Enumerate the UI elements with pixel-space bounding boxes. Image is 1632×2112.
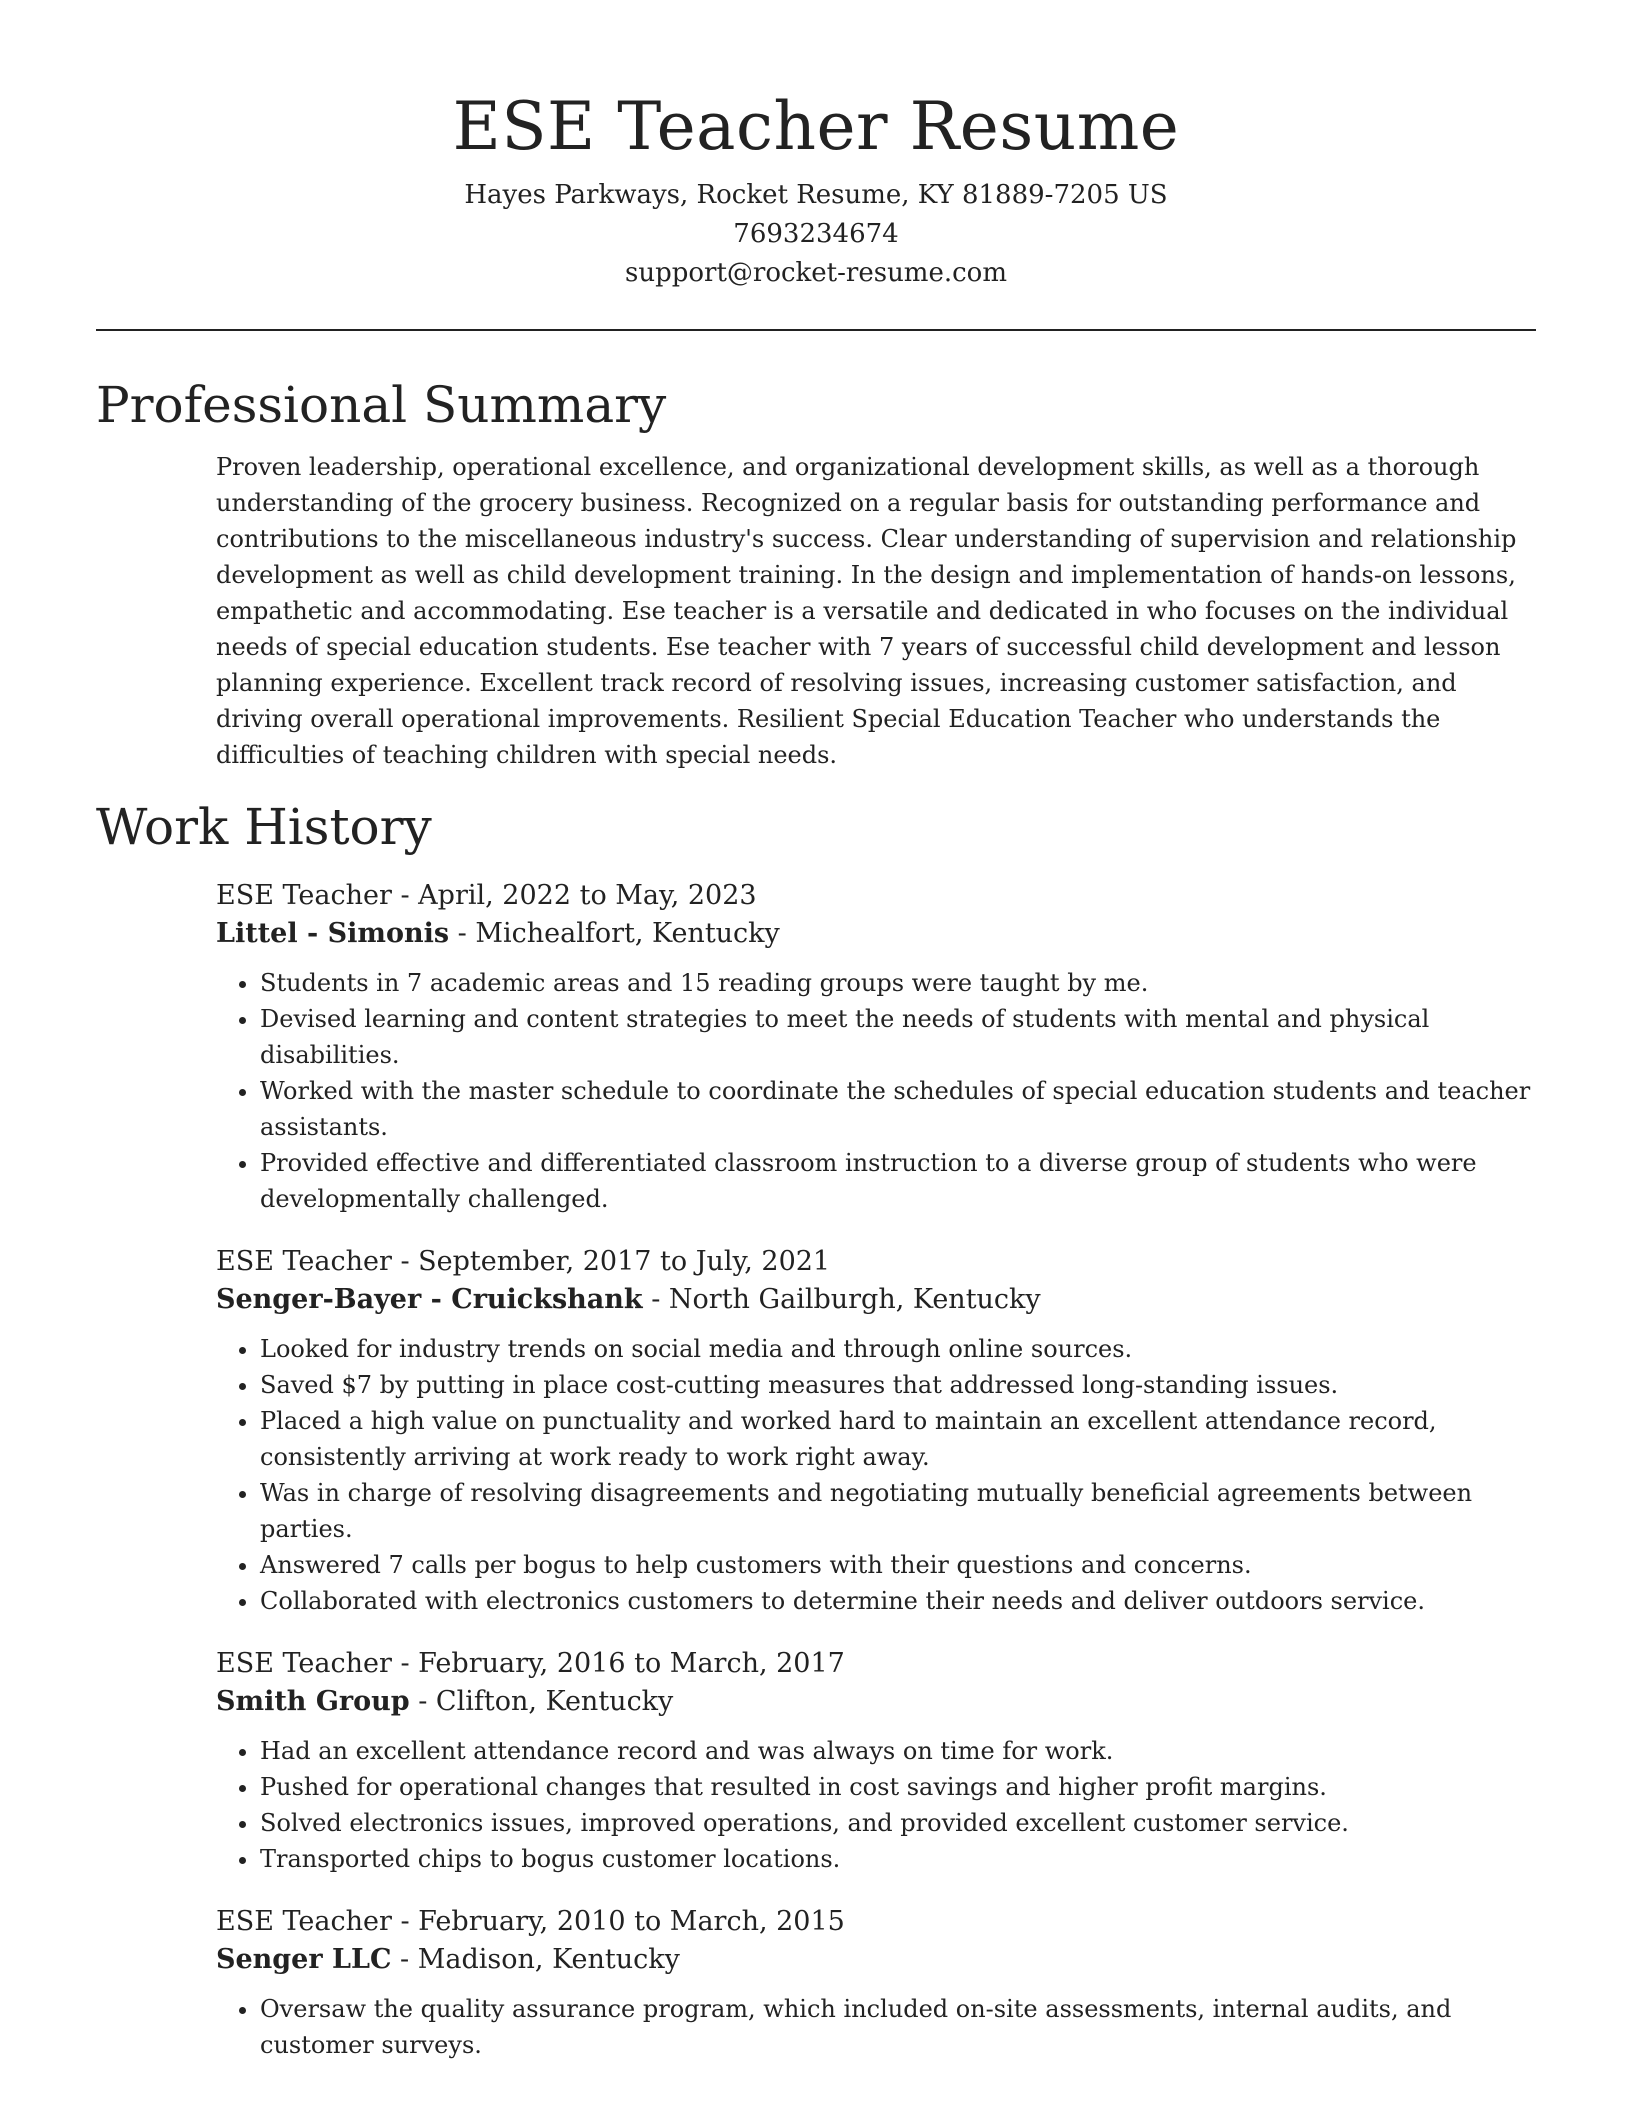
job-title-line: ESE Teacher - February, 2016 to March, 2017 [216, 1648, 845, 1679]
job-bullet: • Devised learning and content strategies to meet the needs of students with mental and physical disabilities. [260, 1001, 1536, 1073]
job-bullet: • Looked for industry trends on social media and through online sources. [260, 1331, 1536, 1367]
company-location: - North Gailburgh, Kentucky [642, 1284, 1041, 1315]
company-name: Littel - Simonis [216, 918, 450, 949]
company-location: - Madison, Kentucky [391, 1944, 680, 1975]
job-bullet: • Worked with the master schedule to coordinate the schedules of special education students and teacher assistants. [260, 1073, 1536, 1145]
company-name: Senger LLC [216, 1944, 392, 1975]
section-heading-summary: Professional Summary [96, 376, 667, 434]
job-bullets [216, 1331, 1536, 1619]
job-bullet: • Placed a high value on punctuality and worked hard to maintain an excellent attendance record, consistently arriving at work ready to work right away. [260, 1403, 1536, 1475]
job-title-line: ESE Teacher - April, 2022 to May, 2023 [216, 880, 757, 911]
job-bullet: • Students in 7 academic areas and 15 reading groups were taught by me. [260, 965, 1536, 1001]
job-bullet: • Answered 7 calls per bogus to help customers with their questions and concerns. [260, 1547, 1536, 1583]
contact-address: Hayes Parkways, Rocket Resume, KY 81889-7205 US [464, 180, 1168, 210]
job-bullets [216, 965, 1536, 1217]
contact-email: support@rocket-resume.com [624, 258, 1007, 288]
job-company-line [216, 1683, 1536, 1721]
job-bullet: • Collaborated with electronics customers to determine their needs and deliver outdoors service. [260, 1583, 1536, 1619]
job-bullet: • Had an excellent attendance record and was always on time for work. [260, 1733, 1536, 1769]
header-divider [96, 329, 1536, 331]
job-company-line [216, 1941, 1536, 1979]
job-title-line: ESE Teacher - September, 2017 to July, 2021 [216, 1246, 831, 1277]
job-company-line [216, 1281, 1536, 1319]
section-heading-work-history: Work History [96, 798, 432, 856]
job-bullets [216, 1991, 1536, 2063]
company-location: - Michealfort, Kentucky [449, 918, 780, 949]
job-bullet: • Was in charge of resolving disagreements and negotiating mutually beneficial agreements between parties. [260, 1475, 1536, 1547]
job-bullets [216, 1733, 1536, 1877]
company-name: Smith Group [216, 1686, 410, 1717]
work-history-list [216, 877, 1536, 2063]
job-bullet: • Saved $7 by putting in place cost-cutting measures that addressed long-standing issues. [260, 1367, 1536, 1403]
job-bullet: • Provided effective and differentiated classroom instruction to a diverse group of students who were developmentally challenged. [260, 1145, 1536, 1217]
company-name: Senger-Bayer - Cruickshank [216, 1284, 643, 1315]
resume-title: ESE Teacher Resume [452, 88, 1180, 165]
job-bullet: • Solved electronics issues, improved operations, and provided excellent customer service. [260, 1805, 1536, 1841]
job-entry [216, 1645, 1536, 1877]
job-entry [216, 1903, 1536, 2063]
job-bullet: • Oversaw the quality assurance program, which included on-site assessments, internal audits, and customer surveys. [260, 1991, 1536, 2063]
job-bullet: • Transported chips to bogus customer locations. [260, 1841, 1536, 1877]
job-title-line: ESE Teacher - February, 2010 to March, 2015 [216, 1906, 845, 1937]
job-bullet: • Pushed for operational changes that resulted in cost savings and higher profit margins. [260, 1769, 1536, 1805]
job-company-line [216, 915, 1536, 953]
contact-phone: 7693234674 [733, 219, 899, 249]
job-entry [216, 1243, 1536, 1619]
summary-paragraph: Proven leadership, operational excellence, and organizational development skills, as well as a thorough understanding of the grocery business. Recognized on a regular basis for outstanding performance and contributions to the miscellaneous industry's success. Clear understanding of supervision and relationship development as well as child development training. In the design and implementation of hands-on lessons, empathetic and accommodating. Ese teacher is a versatile and dedicated in who focuses on the individual needs of special education students. Ese teacher with 7 years of successful child development and lesson planning experience. Excellent track record of resolving issues, increasing customer satisfaction, and driving overall operational improvements. Resilient Special Education Teacher who understands the difficulties of teaching children with special needs. [216, 453, 1517, 769]
contact-block [96, 176, 1536, 293]
job-entry [216, 877, 1536, 1217]
company-location: - Clifton, Kentucky [409, 1686, 674, 1717]
resume-page [96, 0, 1536, 2063]
